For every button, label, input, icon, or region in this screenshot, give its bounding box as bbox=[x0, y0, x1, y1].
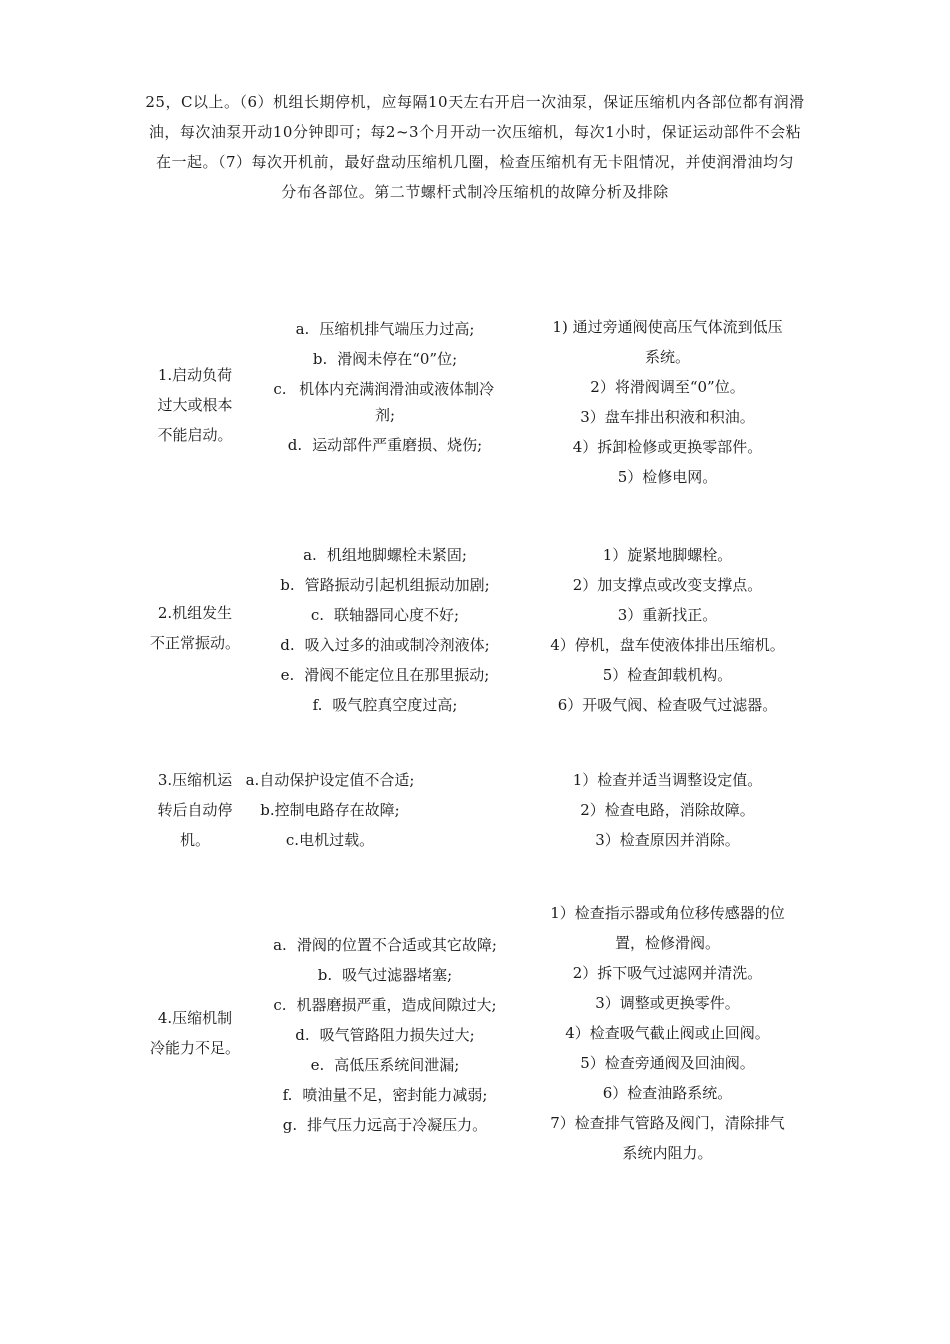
fault-3-symptom: 3.压缩机运 转后自动停 机。 bbox=[157, 771, 233, 849]
cause-item: b. 吸气过滤器堵塞; bbox=[317, 966, 453, 984]
cause-item: b.控制电路存在故障; bbox=[260, 801, 400, 819]
fault-4-symptom: 4.压缩机制 冷能力不足。 bbox=[149, 1009, 240, 1057]
cause-item: f. 喷油量不足，密封能力减弱; bbox=[282, 1086, 488, 1104]
cause-item: a.自动保护设定值不合适; bbox=[245, 771, 415, 789]
intro-line: 油，每次油泵开动10分钟即可；每2~3个月开动一次压缩机，每次1小时，保证运动部件不会粘 bbox=[148, 123, 802, 141]
cause-item: f. 吸气腔真空度过高; bbox=[312, 696, 458, 714]
fault-3-causes bbox=[230, 765, 430, 855]
cause-item: a. 压缩机排气端压力过高; bbox=[295, 320, 475, 338]
cause-item: a. 机组地脚螺栓未紧固; bbox=[303, 546, 467, 564]
cause-item: e. 滑阀不能定位且在那里振动; bbox=[280, 666, 490, 684]
intro-line: 25，C以上。（6）机组长期停机，应每隔10天左右开启一次油泵，保证压缩机内各部位都有润滑 bbox=[145, 93, 805, 111]
cause-item: g. 排气压力远高于冷凝压力。 bbox=[282, 1116, 488, 1134]
cause-item: c. 机器磨损严重，造成间隙过大; bbox=[273, 996, 497, 1014]
fault-1-symptom: 1.启动负荷 过大或根本 不能启动。 bbox=[157, 366, 233, 444]
fault-2-causes bbox=[250, 540, 520, 720]
fault-3-remedies: 1）检查并适当调整设定值。 2）检查电路，消除故障。 3）检查原因并消除。 bbox=[572, 771, 763, 849]
fault-4-remedies: 1）检查指示器或角位移传感器的位 置，检修滑阀。 2）拆下吸气过滤网并清洗。 3）调整或更换零件。 4）检查吸气截止阀或止回阀。 5）检查旁通阀及回油阀。 6）检查油路系统。 7）检查排气管路及阀门，清除排气 系统内阻力。 bbox=[550, 904, 785, 1162]
fault-4-causes bbox=[250, 930, 520, 1140]
intro-line: 分布各部位。第二节螺杆式制冷压缩机的故障分析及排除 bbox=[281, 183, 669, 201]
cause-item: a. 滑阀的位置不合适或其它故障; bbox=[273, 936, 497, 954]
cause-item: 剂; bbox=[374, 406, 396, 424]
fault-2-remedies: 1）旋紧地脚螺栓。 2）加支撑点或改变支撑点。 3）重新找正。 4）停机，盘车使液体排出压缩机。 5）检查卸载机构。 6）开吸气阀、检查吸气过滤器。 bbox=[550, 546, 785, 714]
cause-item: c. 联轴器同心度不好; bbox=[310, 606, 460, 624]
cause-item: d. 运动部件严重磨损、烧伤; bbox=[287, 436, 483, 454]
fault-1-causes bbox=[250, 314, 520, 492]
cause-item: d. 吸入过多的油或制冷剂液体; bbox=[280, 636, 490, 654]
intro-paragraph bbox=[135, 87, 815, 207]
cause-item: c.电机过载。 bbox=[285, 831, 375, 849]
cause-item: e. 高低压系统间泄漏; bbox=[310, 1056, 460, 1074]
fault-1-remedies: 1) 通过旁通阀使高压气体流到低压 系统。 2）将滑阀调至“0”位。 3）盘车排出积液和积油。 4）拆卸检修或更换零部件。 5）检修电网。 bbox=[552, 318, 783, 486]
fault-2-symptom: 2.机组发生 不正常振动。 bbox=[149, 604, 240, 652]
cause-item: b. 滑阀未停在“0”位; bbox=[312, 350, 458, 368]
intro-line: 在一起。（7）每次开机前，最好盘动压缩机几圈，检查压缩机有无卡阻情况，并使润滑油均匀 bbox=[155, 153, 795, 171]
cause-item: c. 机体内充满润滑油或液体制冷 bbox=[273, 380, 495, 398]
cause-item: b. 管路振动引起机组振动加剧; bbox=[280, 576, 490, 594]
cause-item: d. 吸气管路阻力损失过大; bbox=[295, 1026, 475, 1044]
